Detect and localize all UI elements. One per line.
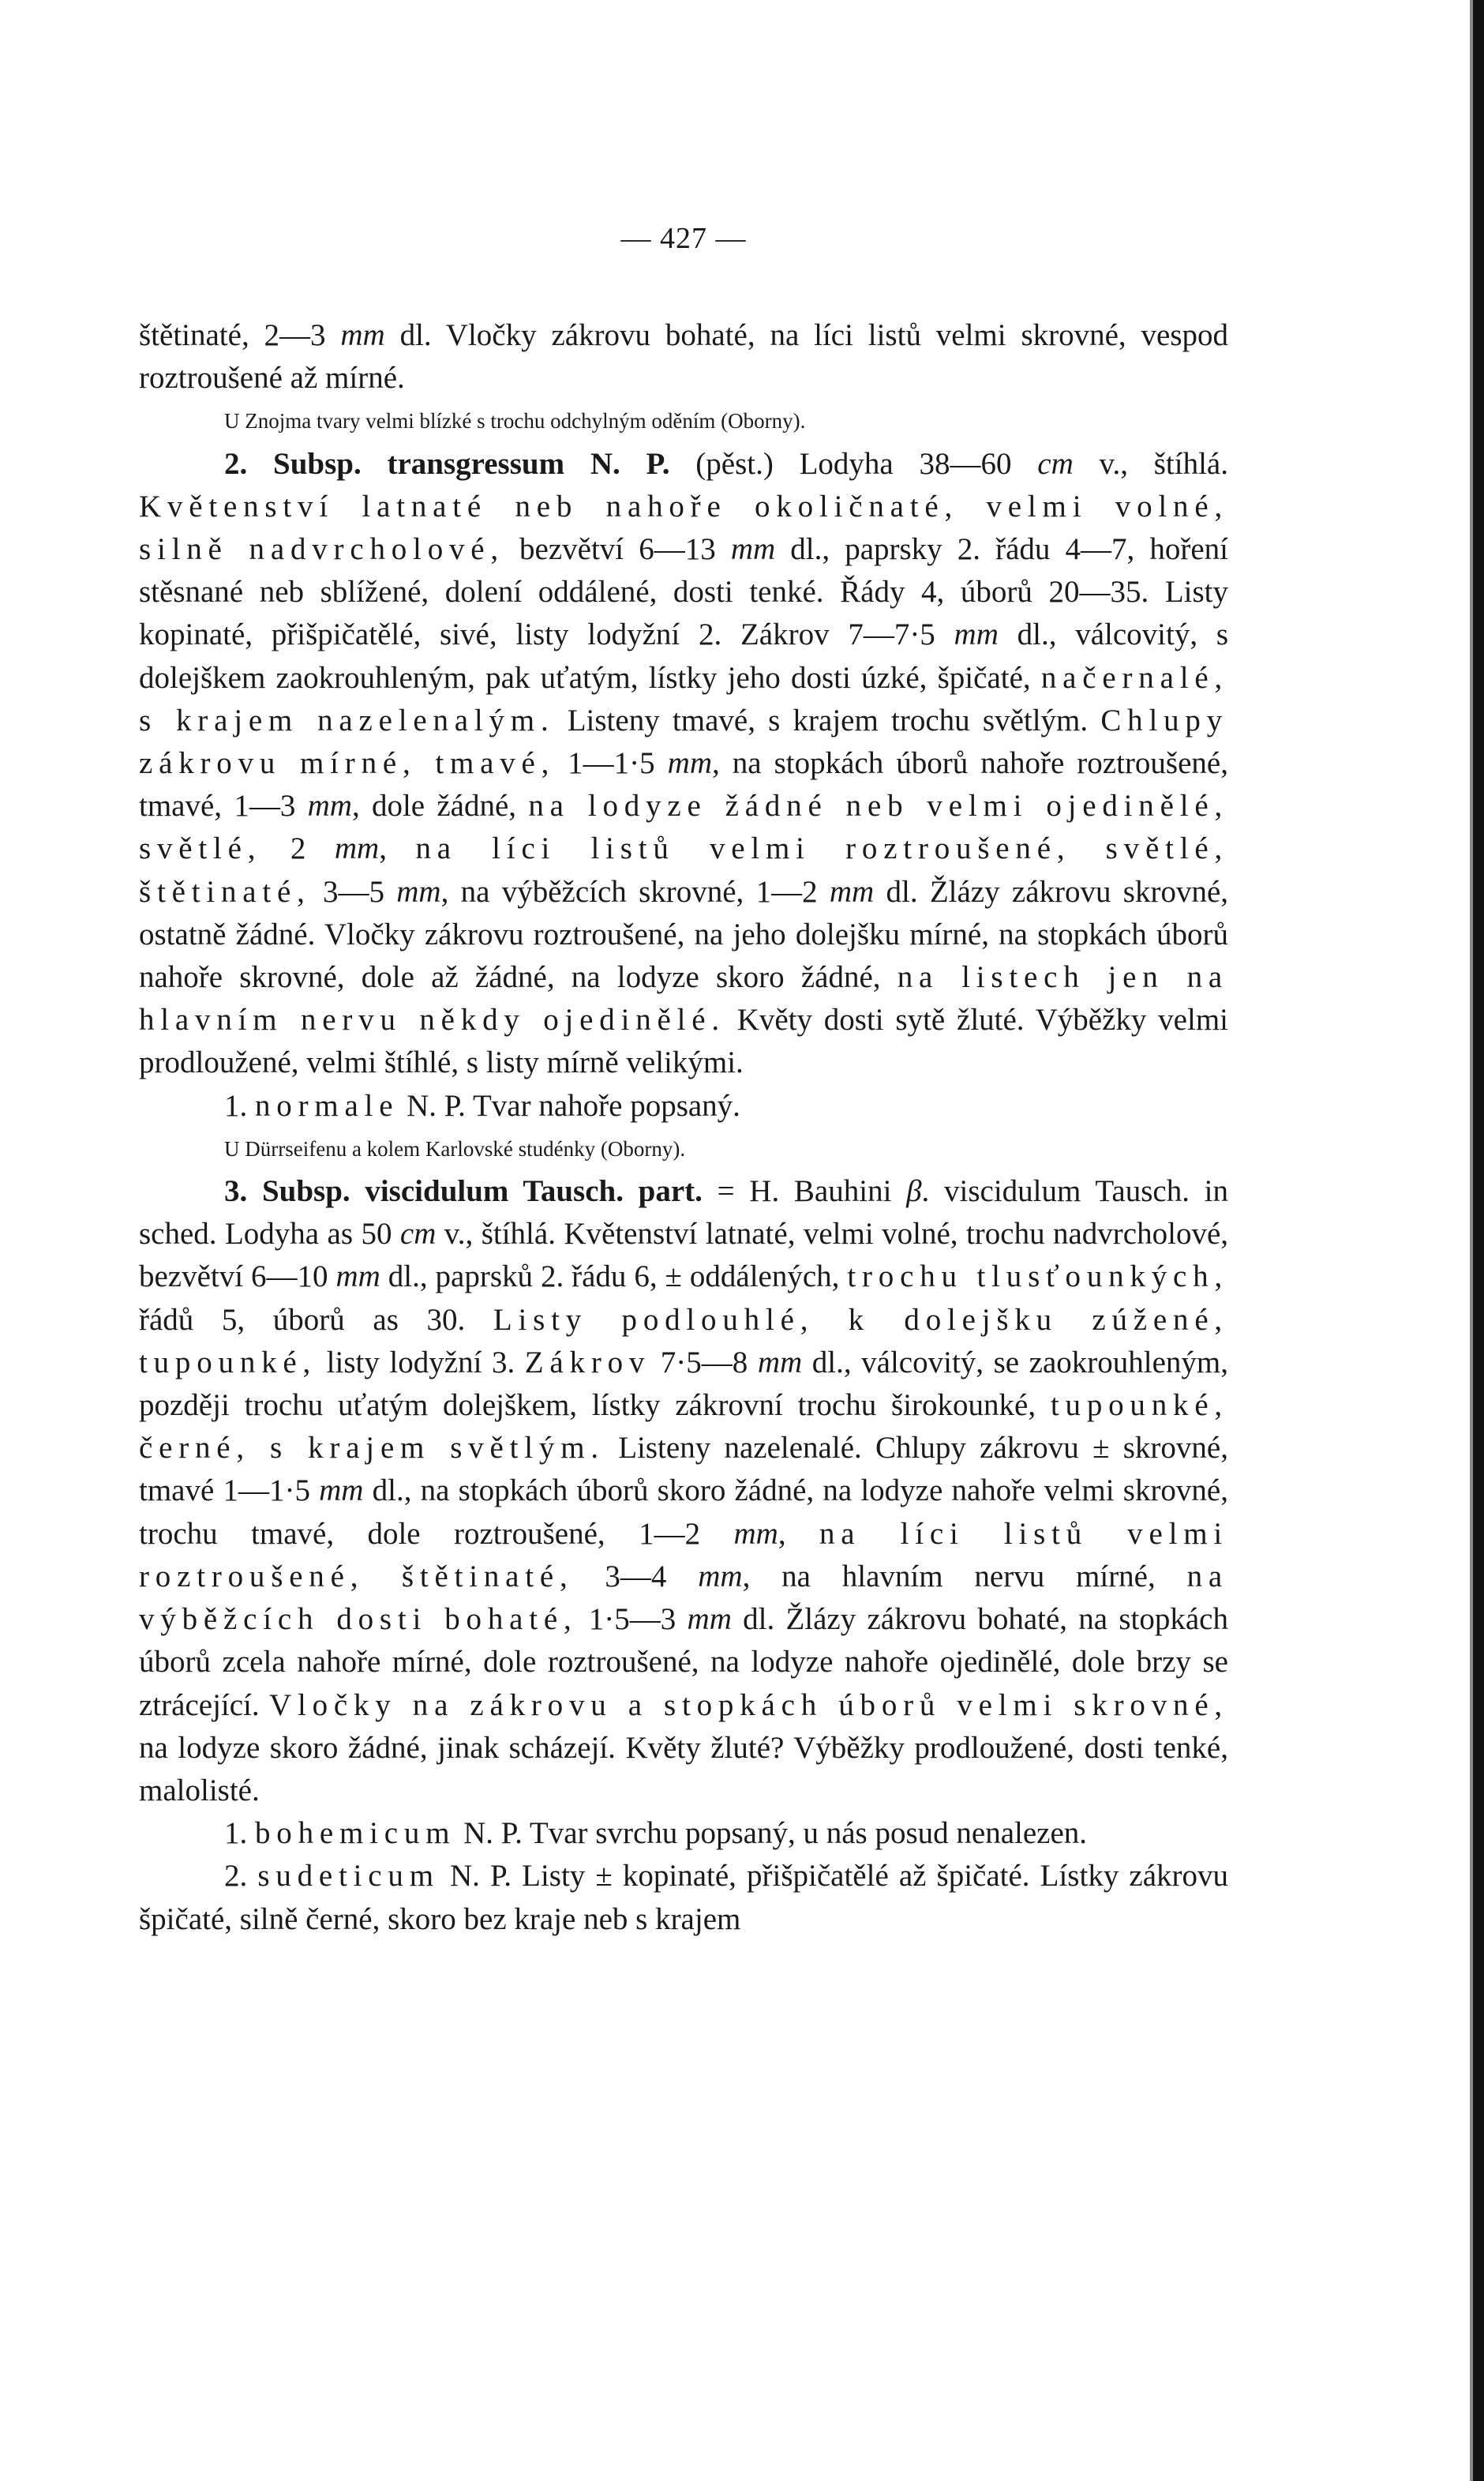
paragraph: 2. Subsp. transgressum N. P. (pěst.) Lodyha 38—60 cm v., štíhlá. Květenství latnaté neb nahoře okoličnaté, velmi volné, silně nadvrcholové, bezvětví 6—13 mm dl., paprsky 2. řádu 4—7, hoření stěsnané neb sblížené, dolení oddálené, dosti tenké. Řády 4, úborů 20—35. Listy kopinaté, přišpičatělé, sivé, listy lodyžní 2. Zákrov 7—7·5 mm dl., válcovitý, s dolejškem zaokrouhleným, pak uťatým, lístky jeho dosti úzké, špičaté, načernalé, s krajem nazelenalým. Listeny tmavé, s krajem trochu světlým. Chlupy zákrovu mírné, tmavé, 1—1·5 mm, na stopkách úborů nahoře roztroušené, tmavé, 1—3 mm, dole žádné, na lodyze žádné neb velmi ojedinělé, světlé, 2 mm, na líci listů velmi roztroušené, světlé, štětinaté, 3—5 mm, na výběžcích skrovné, 1—2 mm dl. Žlázy zákrovu skrovné, ostatně žádné. Vločky zákrovu roztroušené, na jeho dolejšku mírné, na stopkách úborů nahoře skrovné, dole až žádné, na lodyze skoro žádné, na listech jen na hlavním nervu někdy ojedinělé. Květy dosti sytě žluté. Výběžky velmi prodloužené, velmi štíhlé, s listy mírně velikými.: [139, 446, 1229, 1080]
locality-note: U Znojma tvary velmi blízké s trochu odchylným oděním (Oborny).: [224, 409, 806, 434]
paragraph: 2. sudeticum N. P. Listy ± kopinaté, přišpičatělé až špičaté. Lístky zákrovu špičaté, silně černé, skoro bez kraje neb s krajem: [139, 1859, 1229, 1936]
locality-note: U Dürrseifenu a kolem Karlovské studénky (Oborny).: [224, 1136, 686, 1161]
scan-edge: [1473, 0, 1484, 2481]
paragraph: 3. Subsp. viscidulum Tausch. part. = H. Bauhini β. viscidulum Tausch. in sched. Lodyha as 50 cm v., štíhlá. Květenství latnaté, velmi volné, trochu nadvrcholové, bezvětví 6—10 mm dl., paprsků 2. řádu 6, ± oddálených, trochu tlusťounkých, řádů 5, úborů as 30. Listy podlouhlé, k dolejšku zúžené, tupounké, listy lodyžní 3. Zákrov 7·5—8 mm dl., válcovitý, se zaokrouhleným, později trochu uťatým dolejškem, lístky zákrovní trochu širokounké, tupounké, černé, s krajem světlým. Listeny nazelenalé. Chlupy zákrovu ± skrovné, tmavé 1—1·5 mm dl., na stopkách úborů skoro žádné, na lodyze nahoře velmi skrovné, trochu tmavé, dole roztroušené, 1—2 mm, na líci listů velmi roztroušené, štětinaté, 3—4 mm, na hlavním nervu mírné, na výběžcích dosti bohaté, 1·5—3 mm dl. Žlázy zákrovu bohaté, na stopkách úborů zcela nahoře mírné, dole roztroušené, na lodyze nahoře ojedinělé, dole brzy se ztrácející. Vločky na zákrovu a stopkách úborů velmi skrovné, na lodyze skoro žádné, jinak scházejí. Květy žluté? Výběžky prodloužené, dosti tenké, malolisté.: [139, 1174, 1229, 1807]
document-page: [139, 221, 1228, 1941]
paragraph: štětinaté, 2—3 mm dl. Vločky zákrovu bohaté, na líci listů velmi skrovné, vespod roztroušené až mírné.: [139, 318, 1229, 396]
paragraph: 1. bohemicum N. P. Tvar svrchu popsaný, u nás posud nenalezen.: [224, 1816, 1088, 1851]
body-text: [139, 314, 1228, 1941]
page-number: — 427 —: [620, 222, 747, 255]
paragraph: 1. normale N. P. Tvar nahoře popsaný.: [224, 1088, 740, 1123]
